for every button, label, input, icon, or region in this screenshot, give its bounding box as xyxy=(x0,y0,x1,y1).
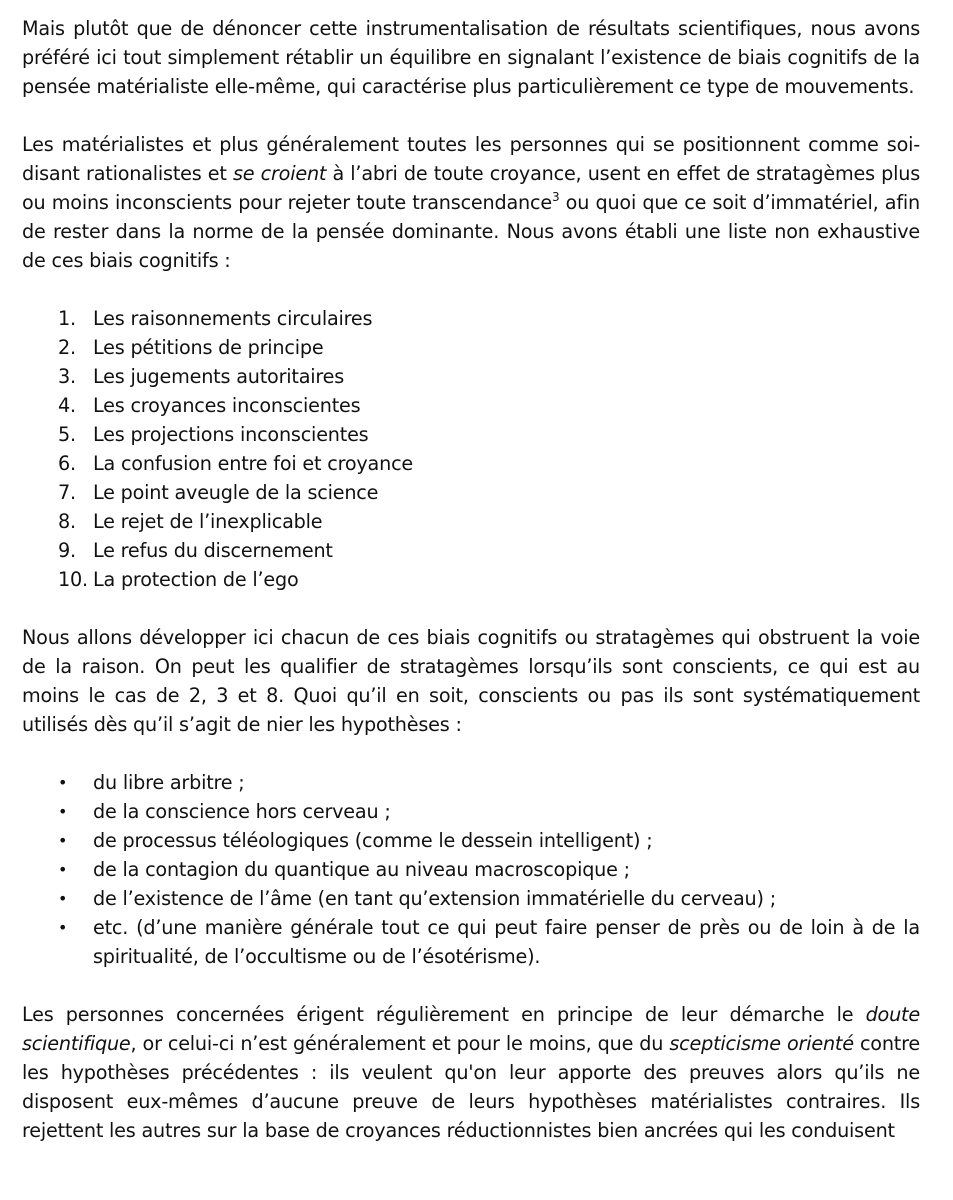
list-item xyxy=(22,565,920,594)
list-item-number: 4. xyxy=(58,394,76,417)
list-item xyxy=(22,797,920,826)
emphasis-doute-scientifique: doute scientifique xyxy=(22,1003,920,1055)
paragraph-materialists-part-b: à l’abri de toute croyance, usent en effet de stratagèmes plus ou moins inconscients pour rejeter toute transcendance xyxy=(22,162,920,214)
list-item xyxy=(22,420,920,449)
list-item-number: 6. xyxy=(58,452,76,475)
list-item-number: 3. xyxy=(58,365,76,388)
list-item-number: 5. xyxy=(58,423,76,446)
footnote-ref-3[interactable]: 3 xyxy=(551,190,560,204)
hypotheses-bullet-list xyxy=(22,768,920,971)
list-item xyxy=(22,362,920,391)
list-item xyxy=(22,768,920,797)
list-item-number: 7. xyxy=(58,481,76,504)
list-item-text: Les raisonnements circulaires xyxy=(93,307,373,330)
list-item-text: Les pétitions de principe xyxy=(93,336,324,359)
emphasis-se-croient: se croient xyxy=(232,162,327,185)
list-item-text: de la conscience hors cerveau ; xyxy=(93,800,391,823)
list-item-text: etc. (d’une manière générale tout ce qui peut faire penser de près ou de loin à de la spiritualité, de l’occultisme ou de l’ésotérisme). xyxy=(93,916,920,968)
list-item-text: Le refus du discernement xyxy=(93,539,333,562)
list-item xyxy=(22,304,920,333)
paragraph-gap xyxy=(22,739,920,768)
list-item-text: Les projections inconscientes xyxy=(93,423,369,446)
list-item-text: de processus téléologiques (comme le dessein intelligent) ; xyxy=(93,829,653,852)
paragraph-materialists-part-a: Les matérialistes et plus généralement toutes les personnes qui se positionnent comme soi-disant rationalistes et xyxy=(22,133,920,185)
list-item-number: 9. xyxy=(58,539,76,562)
list-item xyxy=(22,333,920,362)
paragraph-intro: Mais plutôt que de dénoncer cette instrumentalisation de résultats scientifiques, nous avons préféré ici tout simplement rétablir un équilibre en signalant l’existence de biais cognitifs de la pensée matérialiste elle-même, qui caractérise plus particulièrement ce type de mouvements. xyxy=(22,17,920,98)
list-item-number: 8. xyxy=(58,510,76,533)
list-item xyxy=(22,536,920,565)
list-item xyxy=(22,913,920,971)
list-item-text: Les jugements autoritaires xyxy=(93,365,345,388)
bullet-icon: • xyxy=(58,773,68,792)
list-item xyxy=(22,826,920,855)
list-item xyxy=(22,391,920,420)
bullet-icon: • xyxy=(58,918,68,937)
list-item-number: 10. xyxy=(58,568,88,591)
paragraph-gap xyxy=(22,971,920,1000)
paragraph-skepticism-part-a: Les personnes concernées érigent régulièrement en principe de leur démarche le xyxy=(22,1003,866,1026)
document-page xyxy=(22,14,920,1145)
list-item-text: Le point aveugle de la science xyxy=(93,481,379,504)
cognitive-bias-list xyxy=(22,304,920,594)
paragraph-gap xyxy=(22,594,920,623)
paragraph-skepticism-part-b: , or celui-ci n’est généralement et pour le moins, que du xyxy=(130,1032,670,1055)
bullet-icon: • xyxy=(58,802,68,821)
list-item xyxy=(22,884,920,913)
paragraph-development: Nous allons développer ici chacun de ces biais cognitifs ou stratagèmes qui obstruent la voie de la raison. On peut les qualifier de stratagèmes lorsqu’ils sont conscients, ce qui est au moins le cas de 2, 3 et 8. Quoi qu’il en soit, conscients ou pas ils sont systématiquement utilisés dès qu’il s’agit de nier les hypothèses : xyxy=(22,626,920,736)
bullet-icon: • xyxy=(58,889,68,908)
list-item-text: du libre arbitre ; xyxy=(93,771,245,794)
list-item-number: 1. xyxy=(58,307,76,330)
paragraph-materialists-part-c: ou quoi que ce soit d’immatériel, afin de rester dans la norme de la pensée dominante. Nous avons établi une liste non exhaustive de ces biais cognitifs : xyxy=(22,191,920,272)
paragraph-skepticism-part-c: contre les hypothèses précédentes : ils veulent qu'on leur apporte des preuves alors qu’ils ne disposent eux-mêmes d’aucune preuve de leurs hypothèses matérialistes contraires. Ils rejettent les autres sur la base de croyances réductionnistes bien ancrées qui les conduisent xyxy=(22,1032,920,1142)
list-item-number: 2. xyxy=(58,336,76,359)
list-item xyxy=(22,507,920,536)
list-item xyxy=(22,855,920,884)
list-item-text: La protection de l’ego xyxy=(93,568,299,591)
list-item-text: de la contagion du quantique au niveau macroscopique ; xyxy=(93,858,630,881)
list-item xyxy=(22,449,920,478)
list-item-text: Le rejet de l’inexplicable xyxy=(93,510,323,533)
paragraph-gap xyxy=(22,101,920,130)
list-item xyxy=(22,478,920,507)
bullet-icon: • xyxy=(58,831,68,850)
paragraph-materialists xyxy=(22,130,920,275)
paragraph-skepticism xyxy=(22,1000,920,1145)
list-item-text: Les croyances inconscientes xyxy=(93,394,361,417)
bullet-icon: • xyxy=(58,860,68,879)
list-item-text: de l’existence de l’âme (en tant qu’extension immatérielle du cerveau) ; xyxy=(93,887,776,910)
paragraph-gap xyxy=(22,275,920,304)
list-item-text: La confusion entre foi et croyance xyxy=(93,452,414,475)
emphasis-scepticisme-oriente: scepticisme orienté xyxy=(669,1032,854,1055)
